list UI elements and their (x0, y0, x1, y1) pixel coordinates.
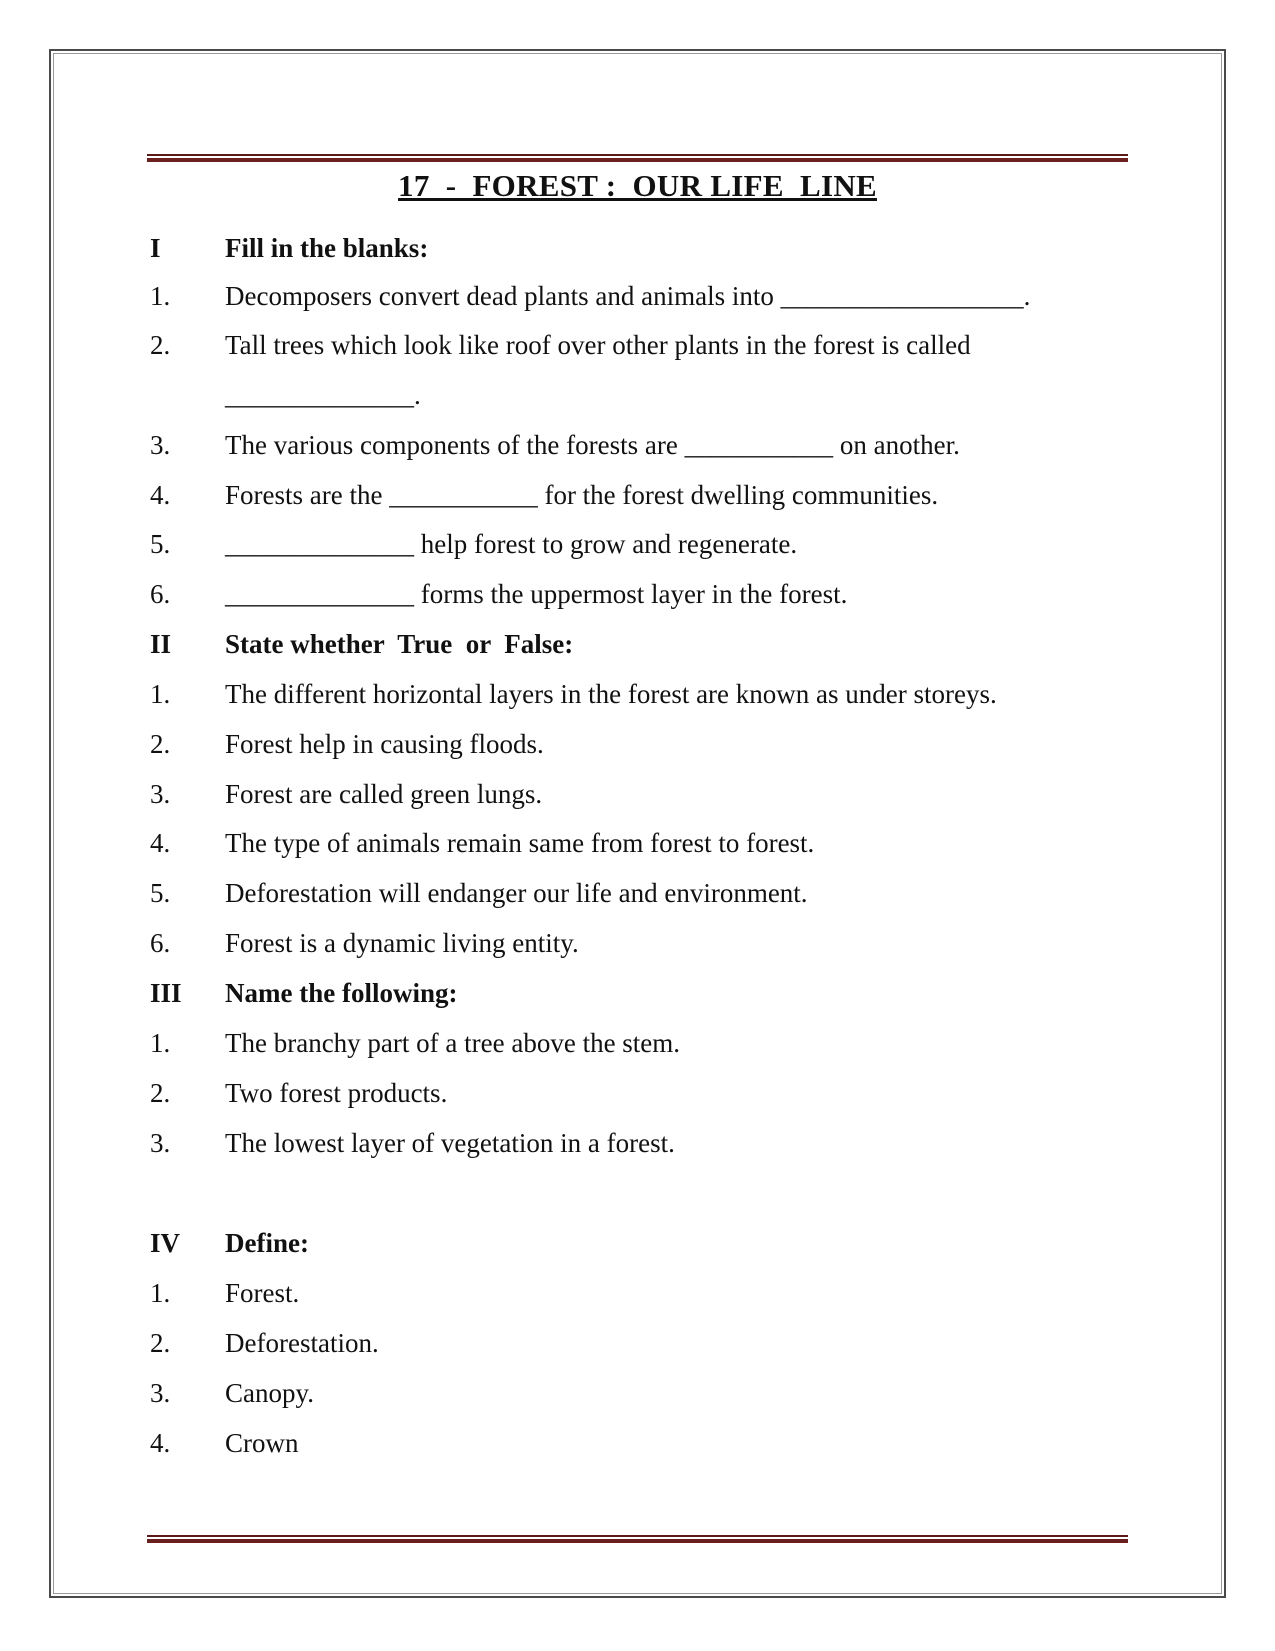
section-numeral: I (150, 233, 161, 263)
question-text: Forest are called green lungs. (225, 779, 543, 809)
question-number: 3. (150, 779, 171, 809)
section-title: State whether True or False: (225, 629, 574, 659)
question-number: 5. (150, 878, 171, 908)
question-number: 5. (150, 529, 171, 559)
question-text: Deforestation will endanger our life and environment. (225, 878, 808, 908)
question-number: 2. (150, 330, 171, 360)
section-title: Name the following: (225, 978, 458, 1008)
question-item (150, 577, 848, 611)
question-number: 4. (150, 480, 171, 510)
question-number: 2. (150, 1328, 171, 1358)
question-text: Two forest products. (225, 1078, 448, 1108)
question-number: 4. (150, 828, 171, 858)
question-item (150, 1126, 675, 1160)
question-item (150, 926, 579, 960)
top-divider (147, 154, 1128, 164)
question-number: 6. (150, 928, 171, 958)
question-item (150, 1376, 314, 1410)
question-text: Forest. (225, 1278, 300, 1308)
question-text: The lowest layer of vegetation in a forest. (225, 1128, 675, 1158)
section-heading (150, 231, 429, 265)
question-text: ______________ help forest to grow and regenerate. (225, 529, 798, 559)
question-text-continuation: ______________. (225, 380, 421, 410)
question-item (150, 876, 808, 910)
question-number: 3. (150, 1378, 171, 1408)
section-heading (150, 976, 458, 1010)
question-number: 2. (150, 1078, 171, 1108)
question-item (150, 428, 960, 462)
question-number: 4. (150, 1428, 171, 1458)
section-numeral: III (150, 978, 182, 1008)
question-number: 1. (150, 679, 171, 709)
question-number: 3. (150, 1128, 171, 1158)
question-text: Deforestation. (225, 1328, 379, 1358)
question-number: 2. (150, 729, 171, 759)
question-item (150, 328, 971, 362)
question-text: Decomposers convert dead plants and animals into __________________. (225, 281, 1031, 311)
section-title: Define: (225, 1228, 309, 1258)
question-text: The various components of the forests are ___________ on another. (225, 430, 960, 460)
question-item (150, 527, 798, 561)
question-item (150, 478, 939, 512)
question-text: Canopy. (225, 1378, 314, 1408)
question-text: The different horizontal layers in the forest are known as under storeys. (225, 679, 997, 709)
worksheet-title: 17 - FOREST : OUR LIFE LINE (398, 168, 877, 203)
question-item (150, 777, 543, 811)
question-item (150, 1426, 299, 1460)
question-continuation (150, 378, 421, 412)
question-text: ______________ forms the uppermost layer in the forest. (225, 579, 848, 609)
question-text: The type of animals remain same from forest to forest. (225, 828, 815, 858)
question-number: 1. (150, 1028, 171, 1058)
question-text: Crown (225, 1428, 299, 1458)
section-heading (150, 1226, 309, 1260)
question-text: Forest is a dynamic living entity. (225, 928, 579, 958)
question-item (150, 826, 815, 860)
question-item (150, 1326, 379, 1360)
question-item (150, 677, 997, 711)
question-number: 3. (150, 430, 171, 460)
question-text: The branchy part of a tree above the stem. (225, 1028, 681, 1058)
question-text: Forest help in causing floods. (225, 729, 544, 759)
section-numeral: II (150, 629, 172, 659)
section-numeral: IV (150, 1228, 181, 1258)
question-item (150, 727, 544, 761)
question-number: 1. (150, 281, 171, 311)
question-number: 6. (150, 579, 171, 609)
question-number: 1. (150, 1278, 171, 1308)
question-item (150, 1276, 300, 1310)
question-text: Forests are the ___________ for the forest dwelling communities. (225, 480, 939, 510)
bottom-divider (147, 1535, 1128, 1545)
section-title: Fill in the blanks: (225, 233, 429, 263)
question-item (150, 279, 1031, 313)
question-item (150, 1076, 448, 1110)
question-item (150, 1026, 681, 1060)
section-heading (150, 627, 574, 661)
question-text: Tall trees which look like roof over other plants in the forest is called (225, 330, 971, 360)
